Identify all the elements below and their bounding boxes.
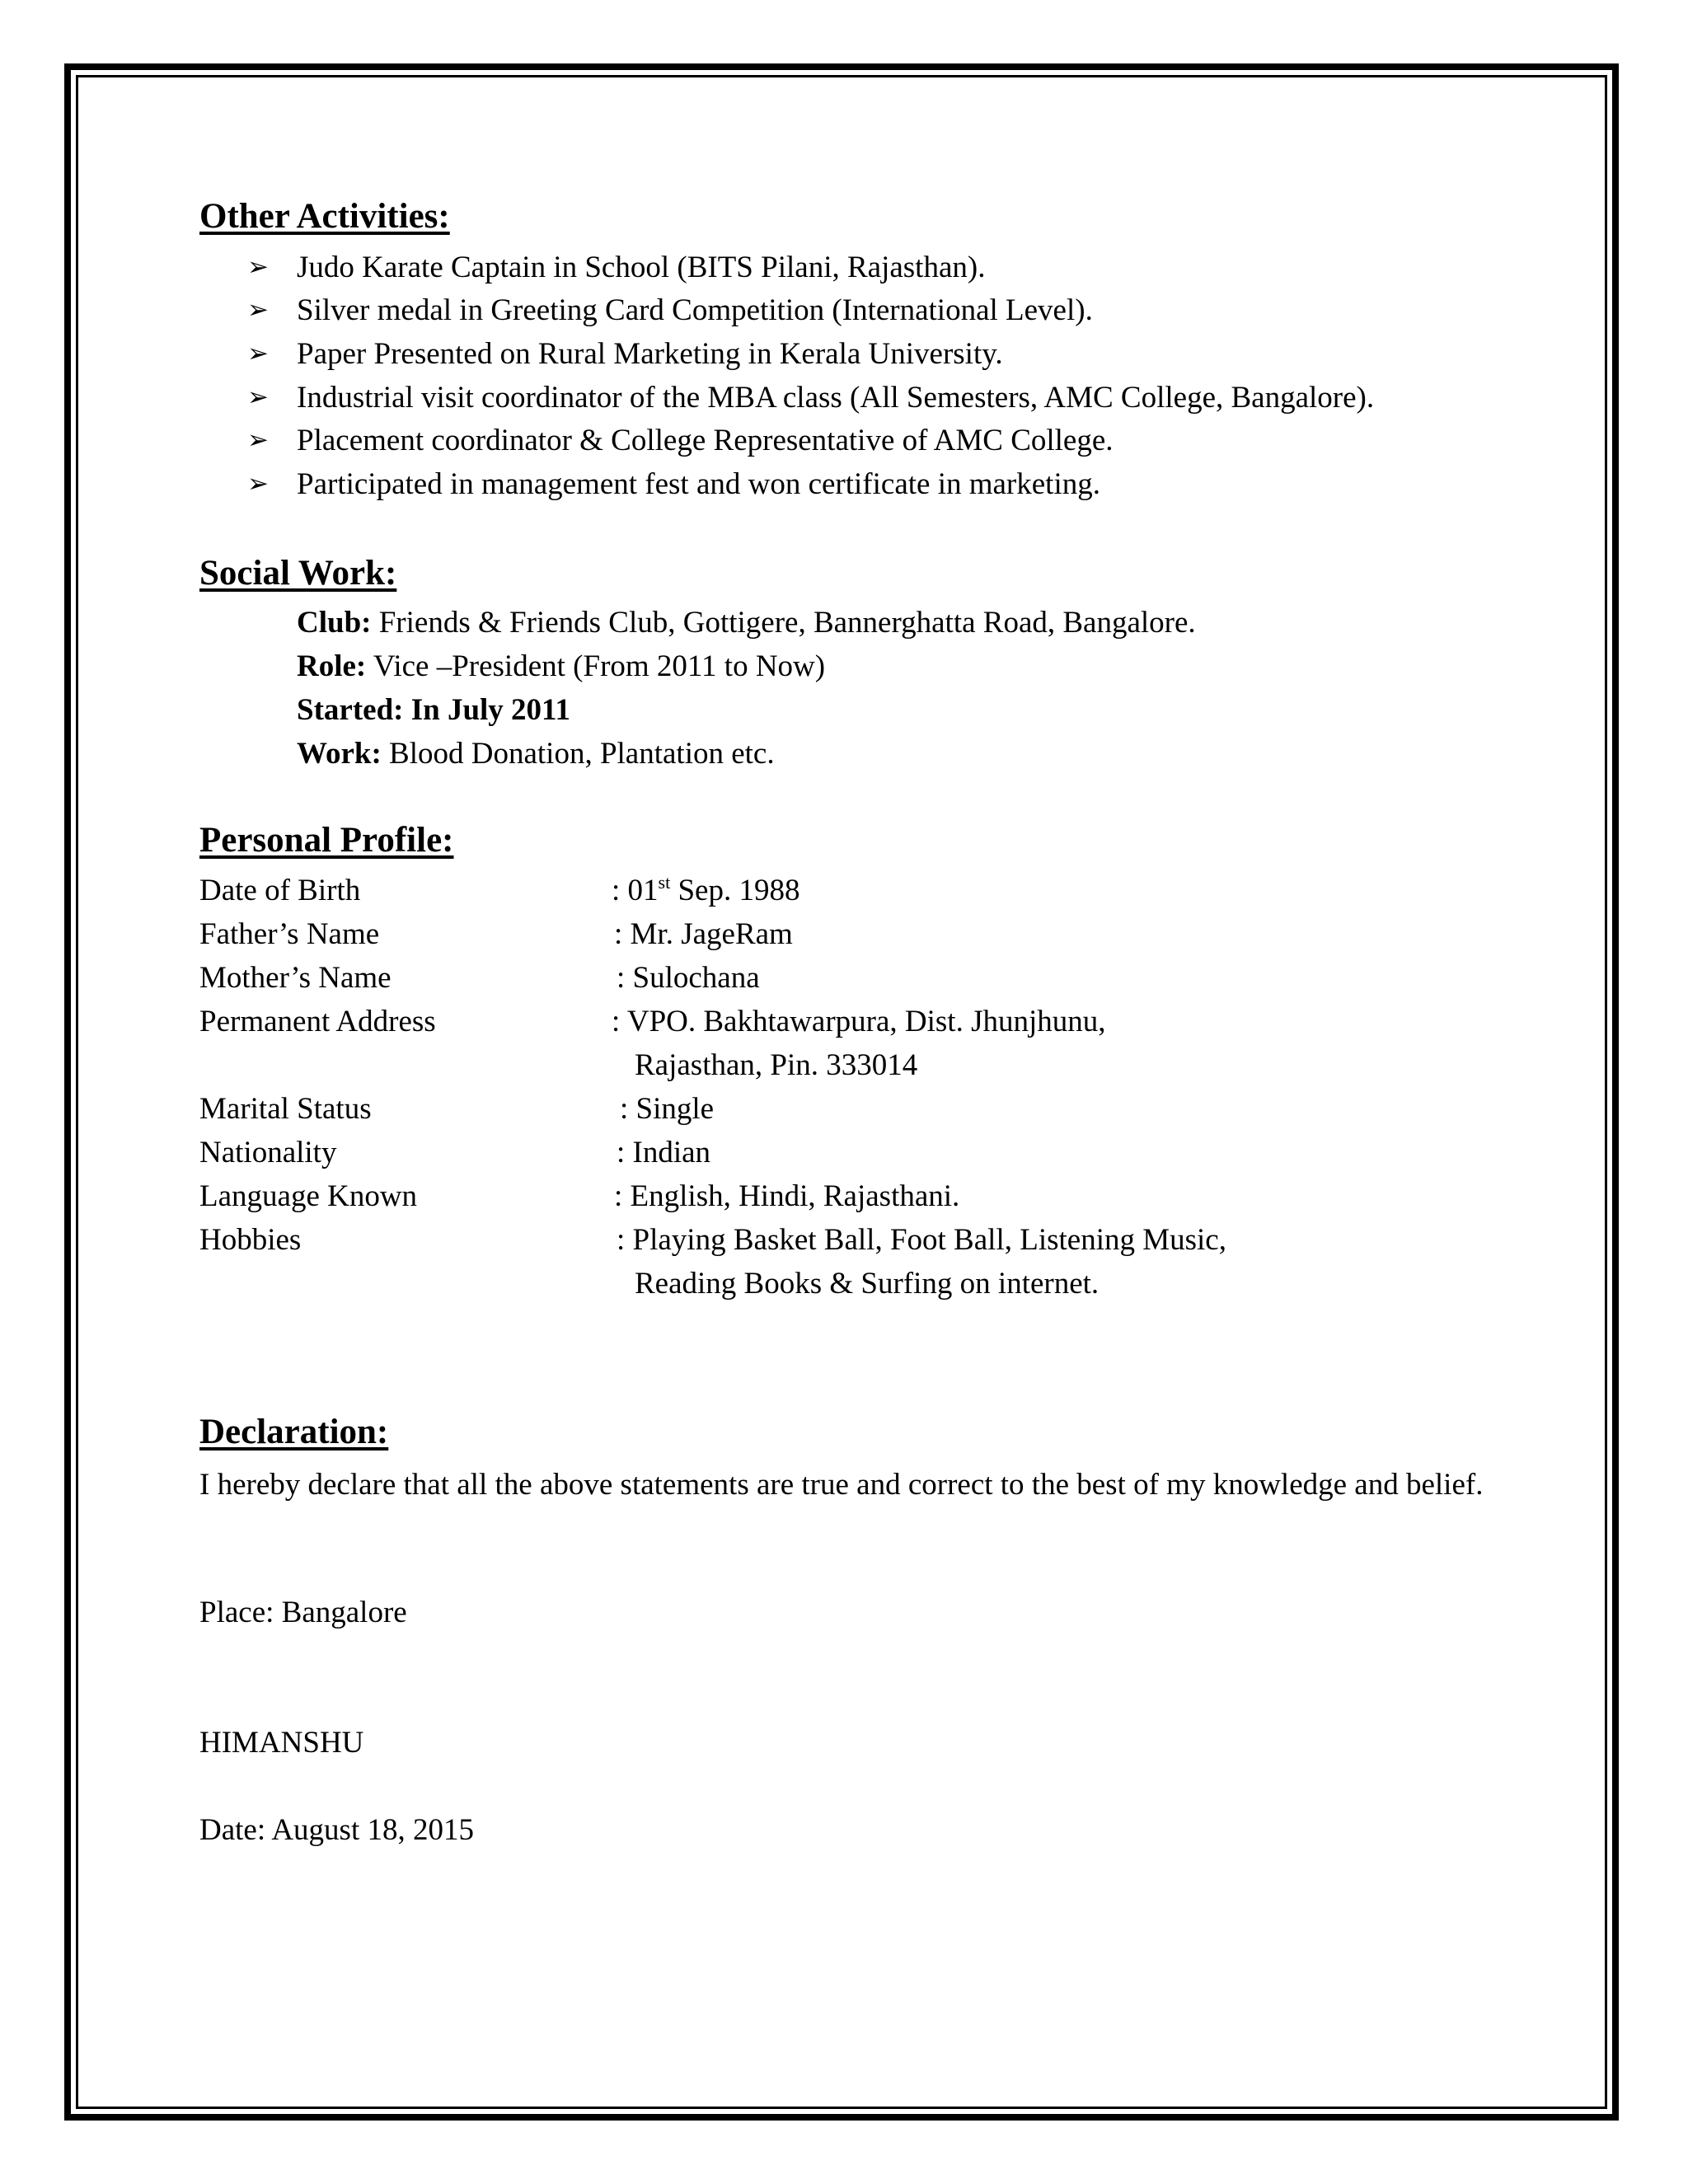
hobbies-line2: Reading Books & Surfing on internet.: [635, 1267, 1100, 1301]
role-line: [297, 651, 825, 682]
personal-profile-heading: Personal Profile:: [199, 821, 454, 860]
started-value: In July 2011: [410, 693, 571, 727]
arrow-bullet-icon: ➢: [247, 339, 269, 368]
hobbies-line1: : Playing Basket Ball, Foot Ball, Listening Music,: [617, 1223, 1226, 1257]
activity-item-text: Paper Presented on Rural Marketing in Kerala University.: [297, 337, 1003, 371]
arrow-bullet-icon: ➢: [247, 425, 269, 454]
dob-label: Date of Birth: [199, 874, 361, 907]
signatory-name: HIMANSHU: [199, 1726, 364, 1760]
club-line: [297, 607, 1196, 638]
language-value: : English, Hindi, Rajasthani.: [614, 1179, 960, 1213]
work-value: Blood Donation, Plantation etc.: [389, 737, 775, 771]
arrow-bullet-icon: ➢: [247, 469, 269, 498]
activity-item-text: Participated in management fest and won certificate in marketing.: [297, 467, 1100, 501]
work-line: [297, 738, 775, 769]
address-line1: : VPO. Bakhtawarpura, Dist. Jhunjhunu,: [612, 1005, 1106, 1038]
arrow-bullet-icon: ➢: [247, 382, 269, 411]
mother-label: Mother’s Name: [199, 961, 392, 995]
activity-item-text: Silver medal in Greeting Card Competition (International Level).: [297, 293, 1093, 327]
social-work-heading: Social Work:: [199, 554, 397, 593]
started-line: [297, 695, 570, 725]
club-label: Club:: [297, 606, 372, 640]
place-line: Place: Bangalore: [199, 1596, 407, 1629]
dob-prefix: : 01: [612, 874, 659, 907]
role-label: Role:: [297, 649, 367, 683]
marital-label: Marital Status: [199, 1092, 372, 1126]
hobbies-label: Hobbies: [199, 1223, 302, 1257]
dob-value: [612, 872, 800, 907]
dob-suffix: Sep. 1988: [670, 874, 800, 907]
date-line: Date: August 18, 2015: [199, 1813, 474, 1847]
marital-value: : Single: [620, 1092, 715, 1126]
activity-item-text: Placement coordinator & College Representative of AMC College.: [297, 424, 1114, 457]
address-line2: Rajasthan, Pin. 333014: [635, 1048, 918, 1082]
language-label: Language Known: [199, 1179, 418, 1213]
activity-item-text: Industrial visit coordinator of the MBA class (All Semesters, AMC College, Bangalore).: [297, 381, 1375, 415]
other-activities-heading: Other Activities:: [199, 197, 450, 236]
nationality-value: : Indian: [617, 1136, 711, 1169]
arrow-bullet-icon: ➢: [247, 252, 269, 281]
activity-item-text: Judo Karate Captain in School (BITS Pilani, Rajasthan).: [297, 251, 986, 284]
mother-value: : Sulochana: [617, 961, 760, 995]
nationality-label: Nationality: [199, 1136, 337, 1169]
role-value: Vice –President (From 2011 to Now): [373, 649, 826, 683]
address-label: Permanent Address: [199, 1005, 436, 1038]
arrow-bullet-icon: ➢: [247, 295, 269, 324]
work-label: Work:: [297, 737, 382, 771]
club-value: Friends & Friends Club, Gottigere, Bannerghatta Road, Bangalore.: [378, 606, 1196, 640]
father-value: : Mr. JageRam: [614, 917, 793, 951]
declaration-heading: Declaration:: [199, 1413, 389, 1451]
declaration-text: I hereby declare that all the above statements are true and correct to the best of my knowledge and belief.: [199, 1468, 1484, 1502]
father-label: Father’s Name: [199, 917, 380, 951]
started-label: Started:: [297, 693, 404, 727]
dob-ordinal: st: [658, 872, 671, 893]
